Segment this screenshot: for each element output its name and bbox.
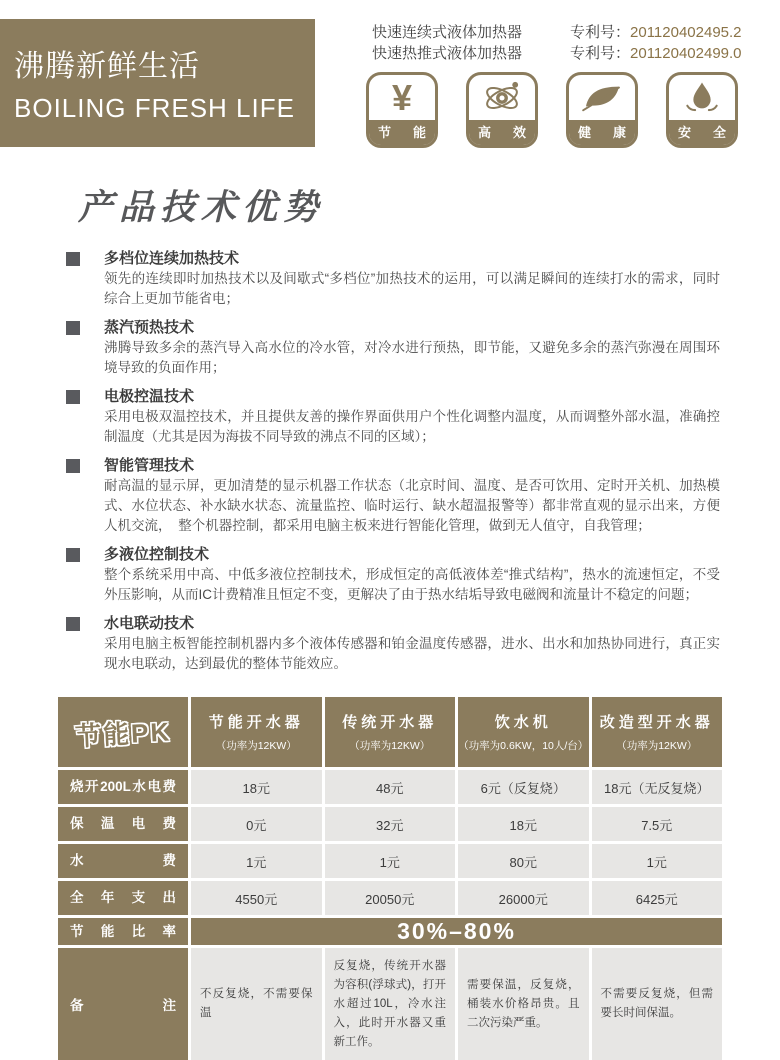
table-corner-title: 节能PK bbox=[74, 716, 172, 751]
section-multi-level-control bbox=[66, 546, 720, 605]
section-title: 水电联动技术 bbox=[104, 615, 195, 632]
section-electrode-temp-control bbox=[66, 388, 720, 447]
table-value: 0元 bbox=[191, 807, 322, 841]
row-label-water-cost: 水费 bbox=[58, 844, 188, 878]
section-body: 领先的连续即时加热技术以及间歇式“多档位”加热技术的运用，可以满足瞬间的连续打水的需求，同时综合上更加节能省电； bbox=[104, 271, 720, 306]
bullet-square-icon bbox=[66, 390, 80, 404]
table-value: 7.5元 bbox=[592, 807, 723, 841]
table-value: 80元 bbox=[458, 844, 589, 878]
section-title: 多档位连续加热技术 bbox=[104, 250, 240, 267]
table-value: 26000元 bbox=[458, 881, 589, 915]
bullet-square-icon bbox=[66, 548, 80, 562]
patent-number: 201120402499.0 bbox=[630, 45, 742, 62]
table-value: 32元 bbox=[325, 807, 456, 841]
badge-energy-saving bbox=[366, 72, 438, 148]
row-label-saving-ratio: 节能比率 bbox=[58, 918, 188, 945]
table-value: 6元（反复烧） bbox=[458, 770, 589, 804]
column-header-traditional-boiler: 传统开水器 （功率为12KW） bbox=[325, 697, 456, 767]
product-line bbox=[372, 43, 768, 64]
patent-label: 专利号： bbox=[570, 45, 631, 62]
patent-label: 专利号： bbox=[570, 24, 631, 41]
table-value: 18元（无反复烧） bbox=[592, 770, 723, 804]
feature-badges bbox=[366, 72, 738, 148]
section-title: 蒸汽预热技术 bbox=[104, 319, 195, 336]
section-title: 多液位控制技术 bbox=[104, 546, 210, 563]
leaf-icon bbox=[569, 75, 635, 120]
product-line bbox=[372, 22, 768, 43]
table-value: 4550元 bbox=[191, 881, 322, 915]
section-title: 电极控温技术 bbox=[104, 388, 195, 405]
patent-number: 201120402495.2 bbox=[630, 24, 742, 41]
product-name: 快速连续式液体加热器 bbox=[372, 24, 523, 41]
table-value: 6425元 bbox=[592, 881, 723, 915]
section-title: 智能管理技术 bbox=[104, 457, 195, 474]
saving-ratio-value: 30%–80% bbox=[191, 918, 722, 945]
bullet-square-icon bbox=[66, 321, 80, 335]
brand-title-cn: 沸腾新鲜生活 bbox=[14, 50, 200, 83]
badge-high-efficiency bbox=[466, 72, 538, 148]
column-header-water-dispenser: 饮水机 （功率为0.6KW，10人/台） bbox=[458, 697, 589, 767]
row-label-insulation-cost: 保温电费 bbox=[58, 807, 188, 841]
section-body: 耐高温的显示屏，更加清楚的显示机器工作状态（北京时间、温度、是否可饮用、定时开关机、加热模式、水位状态、补水缺水状态、流量监控、临时运行、缺水超温报警等）都非常直观的显示出来，方便人机交流， 整个机器控制，都采用电脑主板来进行智能化管理，做到无人值守，自我管理； bbox=[104, 478, 720, 533]
table-value: 1元 bbox=[592, 844, 723, 878]
energy-comparison-table bbox=[58, 697, 722, 1060]
section-body: 整个系统采用中高、中低多液位控制技术，形成恒定的高低液体差“推式结构”，热水的流速恒定，不受外压影响，从而IC计费精准且恒定不变，更解决了由于热水结垢导致电磁阀和流量计不稳定的问题； bbox=[104, 567, 720, 602]
table-value: 48元 bbox=[325, 770, 456, 804]
badge-health bbox=[566, 72, 638, 148]
note-cell: 反复烧，传统开水器为容积(浮球式)，打开水超过10L，冷水注入，此时开水器又重新工作。 bbox=[325, 948, 456, 1060]
section-smart-management bbox=[66, 457, 720, 536]
table-value: 1元 bbox=[325, 844, 456, 878]
badge-label: 安全 bbox=[669, 120, 735, 145]
column-header-energy-saving-boiler: 节能开水器 （功率为12KW） bbox=[191, 697, 322, 767]
note-cell: 不需要反复烧，但需要长时间保温。 bbox=[592, 948, 723, 1060]
row-label-annual-expense: 全年支出 bbox=[58, 881, 188, 915]
row-label-boil-cost: 烧开200L水电费 bbox=[58, 770, 188, 804]
patent-block bbox=[372, 22, 768, 64]
atom-icon bbox=[469, 75, 535, 120]
section-water-electric-linkage bbox=[66, 615, 720, 674]
yen-icon: ¥ bbox=[391, 76, 413, 118]
brand-title-en: BOILING FRESH LIFE bbox=[14, 93, 295, 123]
product-name: 快速热推式液体加热器 bbox=[372, 45, 523, 62]
table-value: 18元 bbox=[191, 770, 322, 804]
tech-advantage-sections bbox=[66, 250, 720, 684]
brand-box bbox=[0, 19, 315, 147]
page-title: 产品技术优势 bbox=[78, 188, 325, 227]
section-steam-preheat bbox=[66, 319, 720, 378]
section-body: 采用电脑主板智能控制机器内多个液体传感器和铂金温度传感器，进水、出水和加热协同进行，真正实现水电联动，达到最优的整体节能效应。 bbox=[104, 636, 720, 671]
section-body: 沸腾导致多余的蒸汽导入高水位的冷水管，对冷水进行预热，即节能，又避免多余的蒸汽弥漫在周围环境导致的负面作用； bbox=[104, 340, 720, 375]
section-multi-gear-heating bbox=[66, 250, 720, 309]
note-cell: 不反复烧，不需要保温 bbox=[191, 948, 322, 1060]
table-value: 20050元 bbox=[325, 881, 456, 915]
note-cell: 需要保温，反复烧，桶装水价格昂贵。且二次污染严重。 bbox=[458, 948, 589, 1060]
badge-label: 健康 bbox=[569, 120, 635, 145]
row-label-remarks: 备注 bbox=[58, 948, 188, 1060]
bullet-square-icon bbox=[66, 459, 80, 473]
badge-label: 高效 bbox=[469, 120, 535, 145]
section-body: 采用电极双温控技术，并且提供友善的操作界面供用户个性化调整内温度，从而调整外部水温，准确控制温度（尤其是因为海拔不同导致的沸点不同的区域）； bbox=[104, 409, 720, 444]
water-drop-icon bbox=[669, 75, 735, 120]
table-value: 18元 bbox=[458, 807, 589, 841]
column-header-retrofit-boiler: 改造型开水器 （功率为12KW） bbox=[592, 697, 723, 767]
table-value: 1元 bbox=[191, 844, 322, 878]
table-corner bbox=[58, 697, 188, 767]
badge-safety bbox=[666, 72, 738, 148]
bullet-square-icon bbox=[66, 617, 80, 631]
bullet-square-icon bbox=[66, 252, 80, 266]
badge-label: 节能 bbox=[369, 120, 435, 145]
